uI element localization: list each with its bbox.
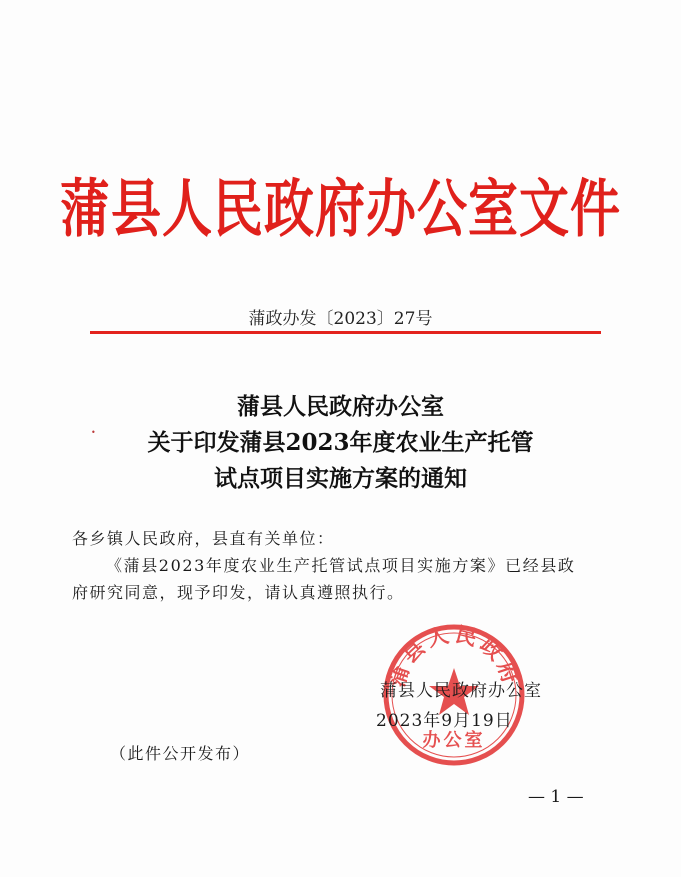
notice-title-line-3: 试点项目实施方案的通知 bbox=[214, 465, 467, 492]
body-paragraph-line-1: 《蒲县2023年度农业生产托管试点项目实施方案》已经县政 bbox=[106, 556, 576, 575]
body-paragraph-line-2: 府研究同意，现予印发，请认真遵照执行。 bbox=[72, 583, 405, 602]
release-note: （此件公开发布） bbox=[110, 744, 251, 763]
notice-title-line-1: 蒲县人民政府办公室 bbox=[237, 393, 444, 420]
salutation: 各乡镇人民政府，县直有关单位： bbox=[72, 529, 335, 548]
seal-text-bottom: 办公室 bbox=[422, 730, 486, 751]
scan-speck-mark: • bbox=[91, 428, 96, 437]
signature-organization: 蒲县人民政府办公室 bbox=[380, 681, 542, 701]
seal-text-top: 蒲县人民政府 bbox=[383, 622, 525, 690]
page-number: — 1 — bbox=[528, 787, 584, 807]
document-number: 蒲政办发〔2023〕27号 bbox=[248, 309, 433, 329]
notice-title-line-2: 关于印发蒲县2023年度农业生产托管 bbox=[147, 429, 534, 456]
red-separator-line bbox=[90, 331, 601, 334]
issuer-header-title: 蒲县人民政府办公室文件 bbox=[60, 171, 621, 246]
signature-date: 2023年9月19日 bbox=[376, 711, 513, 731]
